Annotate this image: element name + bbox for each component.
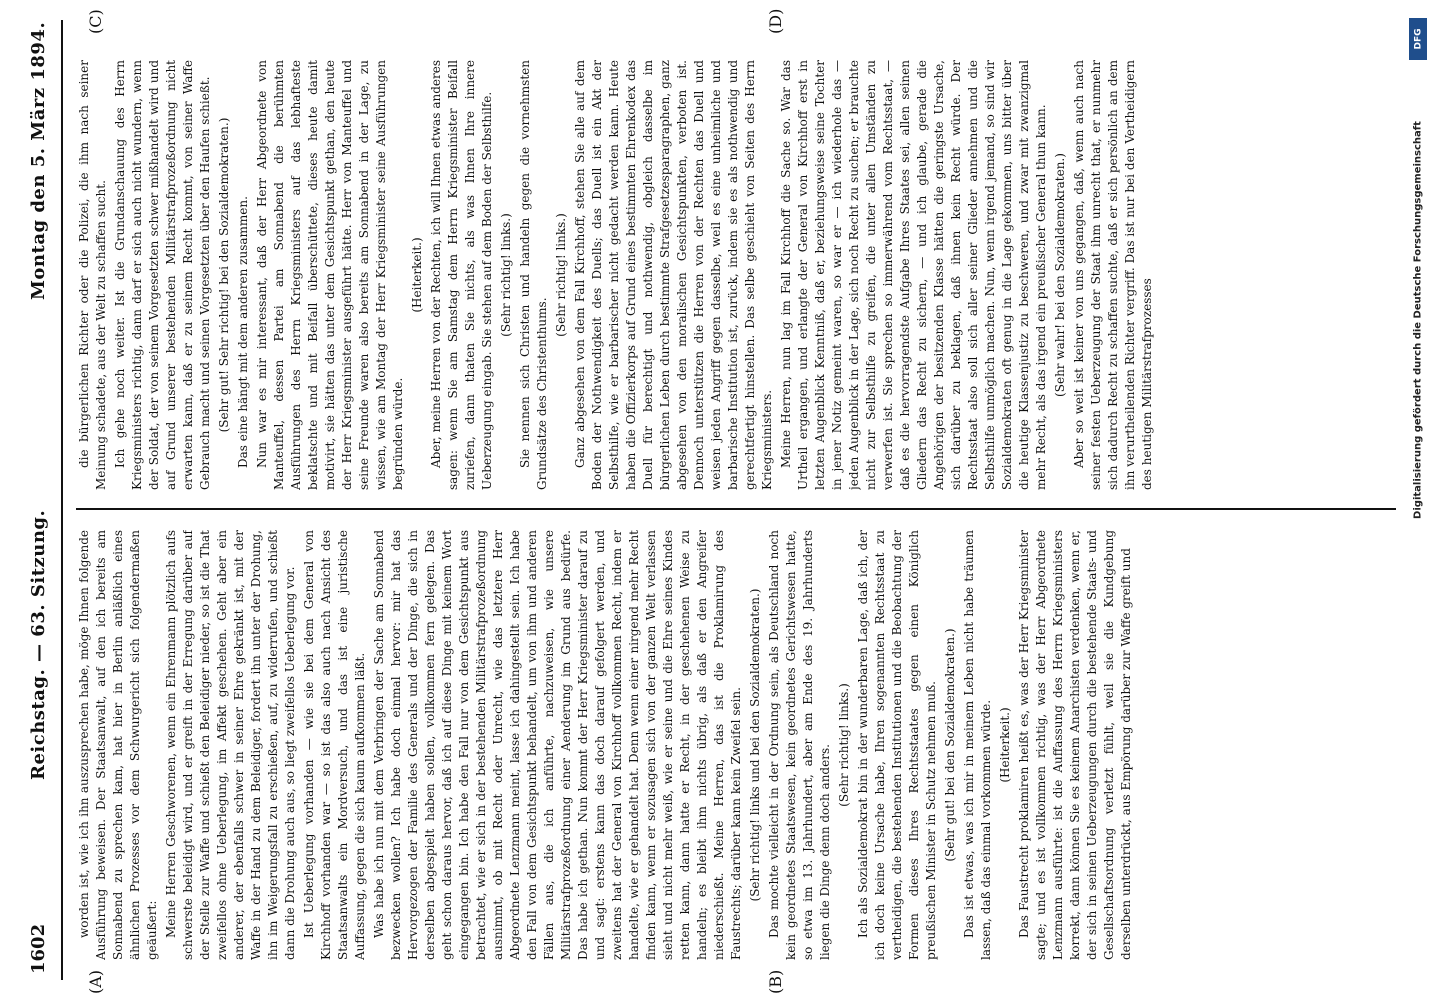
paragraph: Ich als Sozialdemokrat bin in der wunderbaren Lage, daß ich, der ich doch keine Ursache habe, Ihren sogenannten Rechtsstaat zu vertheidigen, die bestehenden Institutionen und die Beobachtung der Formen dieses Ihres Rechtsstaates gegen einen Königlich preußischen Minister in Schutz nehmen muß. — [856, 530, 938, 960]
paragraph: Das ist etwas, was ich mir in meinem Leben nicht habe träumen lassen, daß das einmal vorkommen würde. — [962, 530, 993, 960]
right-column — [76, 60, 1396, 490]
column-divider — [76, 508, 1396, 510]
paragraph: Ganz abgesehen von dem Fall Kirchhoff, stehen Sie alle auf dem Boden der Nothwendigkeit des Duells; das Duell ist ein Akt der Selbsthilfe, wie er barbarischer nicht gedacht werden kann. Heute haben die Offizierkorps auf Grund eines bestimmten Ehrenkodex das Duell für berechtigt und nothwendig, obgleich dasselbe im bürgerlichen Leben durch bestimmte Strafgesetzesparagraphen, ganz abgesehen von den moralischen Gesichtspunkten, verboten ist. Dennoch unterstützen die Herren von der Rechten das Duell und weisen jeden Angriff gegen dasselbe, weil es eine unheimliche und barbarische Institution ist, zurück, indem sie es als nothwendig und gerechtfertigt hinstellen. Das selbe geschieht von Seiten des Herrn Kriegsministers. — [573, 60, 774, 490]
margin-marker-b: (B) — [766, 969, 785, 994]
paragraph: Das Faustrecht proklamiren heißt es, was der Herr Kriegsminister sagte; und es ist vollkommen richtig, was der Herr Abgeordnete Lenzmann ausführte: ist die Auffassung des Herrn Kriegsministers korrekt, dann können Sie es keinem Anarchisten verdenken, wenn er, der sich in seinen Ueberzeugungen durch die bestehende Staats- und Gesellschaftsordnung verletzt fühlt, weil sie die Kundgebung derselben unterdrückt, aus Empörung darüber zur Waffe greift und — [1017, 530, 1133, 960]
interjection: (Sehr richtig! links.) — [837, 683, 851, 807]
interjection: (Sehr richtig! links.) — [554, 213, 568, 337]
paragraph: Nun war es mir interessant, daß der Herr Abgeordnete von Manteuffel, dessen Partei am Sonnabend die berühmten Ausführungen des Herrn Kriegsministers auf das lebhafteste beklatschte und mit Beifall überschüttete, dieses heute damit motivirt, sie hätten das unter dem Gesichtspunkt gethan, den heute der Herr Kriegsminister ausgeführt hätte. Herr von Manteuffel und seine Freunde waren also bereits am Sonnabend in der Lage, zu wissen, wie am Montag der Herr Kriegsminister seine Ausführungen begründen würde. — [255, 60, 405, 490]
paragraph: Das eine hängt mit dem anderen zusammen. — [236, 196, 250, 468]
margin-marker-c: (C) — [86, 9, 105, 34]
page-number: 1602 — [28, 923, 49, 974]
interjection: (Sehr richtig! links.) — [499, 213, 513, 337]
interjection: (Sehr gut! Sehr richtig! bei den Sozialdemokraten.) — [217, 117, 231, 433]
paragraph: Ist Ueberlegung vorhanden — wie sie bei dem General von Kirchhoff vorhanden war — so ist das also auch nach Ansicht des Staatsanwalts ein Mordversuch, und das ist eine juristische Auffassung, gegen die sich kaum aufkommen läßt. — [302, 530, 367, 960]
paragraph: Aber, meine Herren von der Rechten, ich will Ihnen etwas anderes sagen: wenn Sie am Samstag dem Herrn Kriegsminister Beifall zuriefen, dann thaten Sie nichts, als was Ihnen Ihre innere Ueberzeugung eingab. Sie stehen auf dem Boden der Selbsthilfe. — [429, 60, 494, 490]
paragraph: Meine Herren, nun lag im Fall Kirchhoff die Sache so. War das Urtheil ergangen, und erlangte der General von Kirchhoff erst in letzten Augenblick Kenntniß, daß er, beziehungsweise seine Tochter in jener Notiz gemeint waren, so war er — ich wiederhole das — jeden Augenblick in der Lage, sich noch Recht zu suchen; er brauchte nicht zur Selbsthilfe zu greifen, die unter allen Umständen zu verwerfen ist. Sie sprechen so immerwährend vom Rechtsstaat, — daß es die hervorragendste Aufgabe Ihres Staates sei, allen seinen Gliedern das Recht zu sichern, — und ich glaube, gerade die Angehörigen der besitzenden Klasse hätten die geringste Ursache, sich darüber zu beklagen, daß ihnen kein Recht würde. Der Rechtsstaat also soll sich aller seiner Glieder annehmen und die Selbsthilfe unmöglich machen. Nun, wenn irgend jemand, so sind wir Sozialdemokraten oft genug in die Lage gekommen, uns bitter über die heutige Klassenjustiz zu beschweren, und zwar mit zwanzigmal mehr Recht, als das irgend ein preußischer General thun kann. — [779, 60, 1048, 490]
paragraph: Das mochte vielleicht in der Ordnung sein, als Deutschland noch kein geordnetes Staatswesen, kein geordnetes Gerichtswesen hatte, so etwa im 13. Jahrhundert, aber am Ende des 19. Jahrhunderts liegen die Dinge denn doch anders. — [767, 530, 832, 960]
interjection: (Sehr gut! bei den Sozialdemokraten.) — [943, 628, 957, 862]
session-title: Reichstag. — 63. Sitzung. — [28, 509, 49, 780]
paragraph: die bürgerlichen Richter oder die Polizei, die ihm nach seiner Meinung schadete, aus der Welt zu schaffen sucht. — [77, 60, 108, 490]
interjection: (Sehr wahr! bei den Sozialdemokraten.) — [1053, 153, 1067, 397]
paragraph: Ich gehe noch weiter. Ist die Grundanschauung des Herrn Kriegsministers richtig, dann darf er sich auch nicht wundern, wenn der Soldat, der von seinem Vorgesetzten schwer mißhandelt wird und auf Grund unserer bestehenden Militärstrafprozeßordnung nicht erwarten kann, daß er zu seinem Recht kommt, von seiner Waffe Gebrauch macht und seinen Vorgesetzten über den Haufen schießt. — [113, 60, 212, 490]
interjection: (Heiterkeit.) — [410, 237, 424, 313]
header-rule — [61, 20, 63, 980]
paragraph: worden ist, wie ich ihn auszusprechen habe, möge Ihnen folgende Ausführung beweisen. Der Staatsanwalt, auf den ich bereits am Sonnabend zu sprechen kam, hat hier in Berlin anläßlich eines ähnlichen Prozesses vor dem Schwurgericht sich folgendermaßen geäußert: — [77, 530, 159, 960]
date-title: Montag den 5. März 1894. — [28, 21, 49, 300]
left-column — [76, 530, 1396, 960]
paragraph: Sie nennen sich Christen und handeln gegen die vornehmsten Grundsätze des Christenthums. — [518, 60, 549, 490]
funding-credit: Digitalisierung gefördert durch die Deutsche Forschungsgemeinschaft — [1412, 121, 1424, 519]
dfg-logo: DFG — [1409, 18, 1427, 60]
rotated-page — [16, 0, 1416, 1000]
paragraph: Meine Herren Geschworenen, wenn ein Ehrenmann plötzlich aufs schwerste beleidigt wird, und er greift in der Erregung darüber auf der Stelle zur Waffe und schießt den Beleidiger nieder, so ist die That zweifellos ohne Ueberlegung, im Affekt geschehen. Geht aber ein anderer, der ebenfalls schwer in seiner Ehre gekränkt ist, mit der Waffe in der Hand zu dem Beleidiger, fordert ihn unter der Drohung, ihn im Weigerungsfall zu erschießen, auf, zu widerrufen, und schießt dann die Drohung auch aus, so liegt zweifellos Ueberlegung vor. — [164, 530, 297, 960]
interjection: (Sehr richtig! links und bei den Sozialdemokraten.) — [748, 588, 762, 902]
digitization-strip — [1405, 0, 1432, 1000]
margin-marker-d: (D) — [766, 8, 785, 34]
paragraph: Was habe ich nun mit dem Verbringen der Sache am Sonnabend bezwecken wollen? Ich habe doch einmal hervor: mir hat das Hervorgezogen der Familie des Generals und der Dinge, die sich in derselben abgespielt haben sollen, vollkommen fern gelegen. Das geht schon daraus hervor, daß ich auf diese Dinge mit keinem Wort eingegangen bin. Ich habe den Fall nur von dem Gesichtspunkt aus betrachtet, wie er sich in der bestehenden Militärstrafprozeßordnung ausnimmt, ob mit Recht oder Unrecht, wie das letztere Herr Abgeordnete Lenzmann meint, lasse ich dahingestellt sein. Ich habe den Fall von dem Gesichtspunkt behandelt, um von ihm und anderen Fällen aus, die ich anführte, nachzuweisen, wie unsere Militärstrafprozeßordnung einer Aenderung im Grund aus bedürfe. Das habe ich gethan. Nun kommt der Herr Kriegsminister darauf zu und sagt: erstens kann das doch darauf gefolgert werden, und zweitens hat der General von Kirchhoff vollkommen Recht, indem er handelte, wie er gehandelt hat. Denn wenn einer nirgend mehr Recht finden kann, wenn er sozusagen sich von der ganzen Welt verlassen sieht und nicht mehr weiß, wie er seine und die Ehre seines Kindes retten kann, dann hatte er Recht, in der geschehenen Weise zu handeln; es bleibt ihm nichts übrig, als daß er den Angreifer niederschießt. Meine Herren, das ist die Proklamirung des Faustrechts; darüber kann kein Zweifel sein. — [372, 530, 743, 960]
paragraph: Aber so weit ist keiner von uns gegangen, daß, wenn auch nach seiner festen Ueberzeugung der Staat ihm unrecht that, er nunmehr sich dadurch Recht zu schaffen suchte, daß er sich persönlich an dem ihn verurtheilenden Richter vergriff. Das ist nur bei den Vertheidigern des heutigen Militärstrafprozesses — [1072, 60, 1154, 490]
page-header — [16, 0, 68, 1000]
margin-marker-a: (A) — [86, 969, 105, 994]
interjection: (Heiterkeit.) — [998, 707, 1012, 783]
